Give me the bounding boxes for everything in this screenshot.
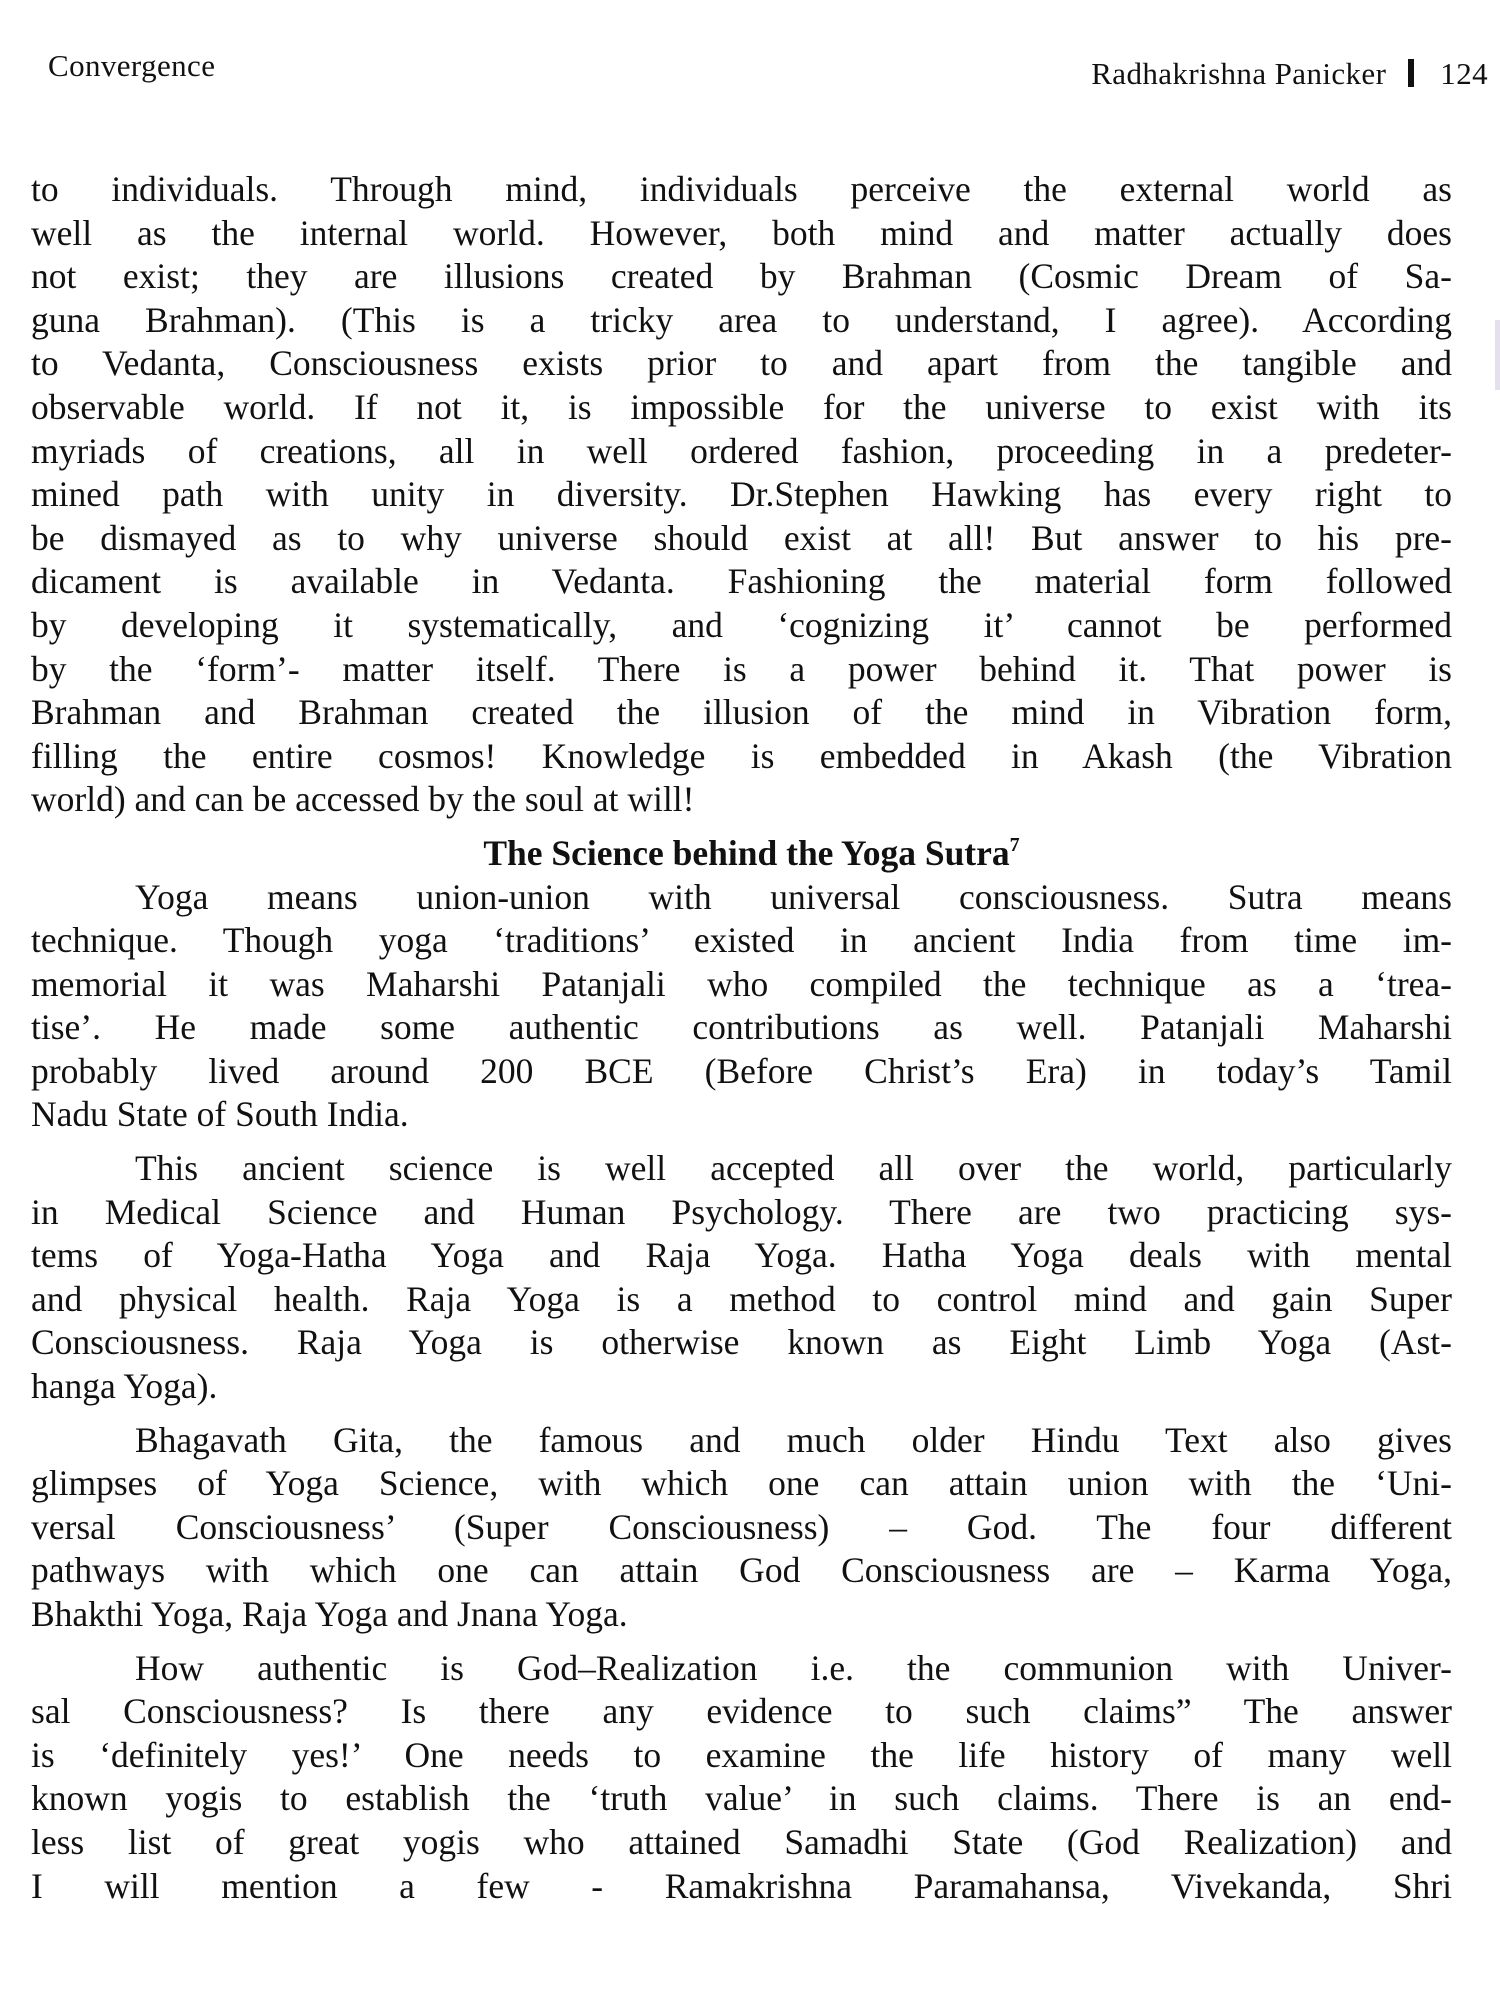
text-line: world) and can be accessed by the soul at will! <box>31 779 695 820</box>
text-line: be dismayed as to why universe should exist at all! But answer to his pre- <box>31 517 1452 558</box>
author-name: Radhakrishna Panicker <box>1091 56 1387 91</box>
text-line: and physical health. Raja Yoga is a method to control mind and gain Super <box>31 1278 1452 1319</box>
text-line: technique. Though yoga ‘traditions’ existed in ancient India from time im- <box>31 920 1452 961</box>
text-line: is ‘definitely yes!’ One needs to examine the life history of many well <box>31 1734 1452 1775</box>
text-line: sal Consciousness? Is there any evidence to such claims” The answer <box>31 1691 1452 1732</box>
text-line: Bhakthi Yoga, Raja Yoga and Jnana Yoga. <box>31 1594 628 1634</box>
text-line: myriads of creations, all in well ordered fashion, proceeding in a predeter- <box>31 430 1452 471</box>
text-line: versal Consciousness’ (Super Consciousness) – God. The four different <box>31 1506 1452 1547</box>
body-text <box>31 168 1452 1908</box>
header-separator <box>1408 59 1414 87</box>
text-line: Consciousness. Raja Yoga is otherwise known as Eight Limb Yoga (Ast- <box>31 1322 1452 1363</box>
section-heading-text: The Science behind the Yoga Sutra <box>483 832 1010 873</box>
text-line: known yogis to establish the ‘truth value’ in such claims. There is an end- <box>31 1778 1452 1819</box>
text-line: dicament is available in Vedanta. Fashioning the material form followed <box>31 561 1452 602</box>
text-line: Bhagavath Gita, the famous and much older Hindu Text also gives <box>135 1419 1452 1460</box>
text-line: pathways with which one can attain God Consciousness are – Karma Yoga, <box>31 1550 1452 1591</box>
text-line: memorial it was Maharshi Patanjali who compiled the technique as a ‘trea- <box>31 963 1452 1004</box>
text-line: hanga Yoga). <box>31 1366 218 1407</box>
text-line: observable world. If not it, is impossible for the universe to exist with its <box>31 386 1452 427</box>
text-line: How authentic is God–Realization i.e. the communion with Univer- <box>135 1647 1452 1688</box>
text-line: by developing it systematically, and ‘cognizing it’ cannot be performed <box>31 604 1452 645</box>
text-line: well as the internal world. However, both mind and matter actually does <box>31 212 1452 253</box>
paragraph-continuation <box>31 168 1452 822</box>
paragraph <box>31 1647 1452 1909</box>
page-edge-mark <box>1495 320 1500 390</box>
text-line: Yoga means union-union with universal consciousness. Sutra means <box>135 876 1452 917</box>
text-line: This ancient science is well accepted all over the world, particularly <box>135 1148 1452 1189</box>
text-line: glimpses of Yoga Science, with which one can attain union with the ‘Uni- <box>31 1463 1452 1504</box>
text-line: Nadu State of South India. <box>31 1094 409 1135</box>
text-line: not exist; they are illusions created by Brahman (Cosmic Dream of Sa- <box>31 256 1452 297</box>
text-line: Brahman and Brahman created the illusion of the mind in Vibration form, <box>31 692 1452 733</box>
text-line: to individuals. Through mind, individuals perceive the external world as <box>31 169 1452 209</box>
text-line: to Vedanta, Consciousness exists prior to and apart from the tangible and <box>31 343 1452 384</box>
text-line: by the ‘form’- matter itself. There is a power behind it. That power is <box>31 648 1452 689</box>
running-header <box>48 48 1488 94</box>
text-line: probably lived around 200 BCE (Before Christ’s Era) in today’s Tamil <box>31 1050 1452 1091</box>
paragraph <box>31 876 1452 1138</box>
text-line: in Medical Science and Human Psychology. There are two practicing sys- <box>31 1191 1452 1232</box>
text-line: tems of Yoga-Hatha Yoga and Raja Yoga. Hatha Yoga deals with mental <box>31 1235 1452 1276</box>
footnote-reference: 7 <box>1009 833 1020 856</box>
page-number: 124 <box>1440 56 1488 91</box>
text-line: filling the entire cosmos! Knowledge is embedded in Akash (the Vibration <box>31 735 1452 776</box>
header-right <box>1091 56 1488 92</box>
text-line: tise’. He made some authentic contributions as well. Patanjali Maharshi <box>31 1007 1452 1048</box>
text-line: I will mention a few - Ramakrishna Paramahansa, Vivekanda, Shri <box>31 1865 1452 1906</box>
section-heading <box>31 824 1452 876</box>
text-line: guna Brahman). (This is a tricky area to understand, I agree). According <box>31 299 1452 340</box>
book-title: Convergence <box>48 48 216 83</box>
paragraph <box>31 1419 1452 1637</box>
text-line: mined path with unity in diversity. Dr.Stephen Hawking has every right to <box>31 474 1452 515</box>
text-line: less list of great yogis who attained Samadhi State (God Realization) and <box>31 1821 1452 1862</box>
paragraph <box>31 1147 1452 1409</box>
